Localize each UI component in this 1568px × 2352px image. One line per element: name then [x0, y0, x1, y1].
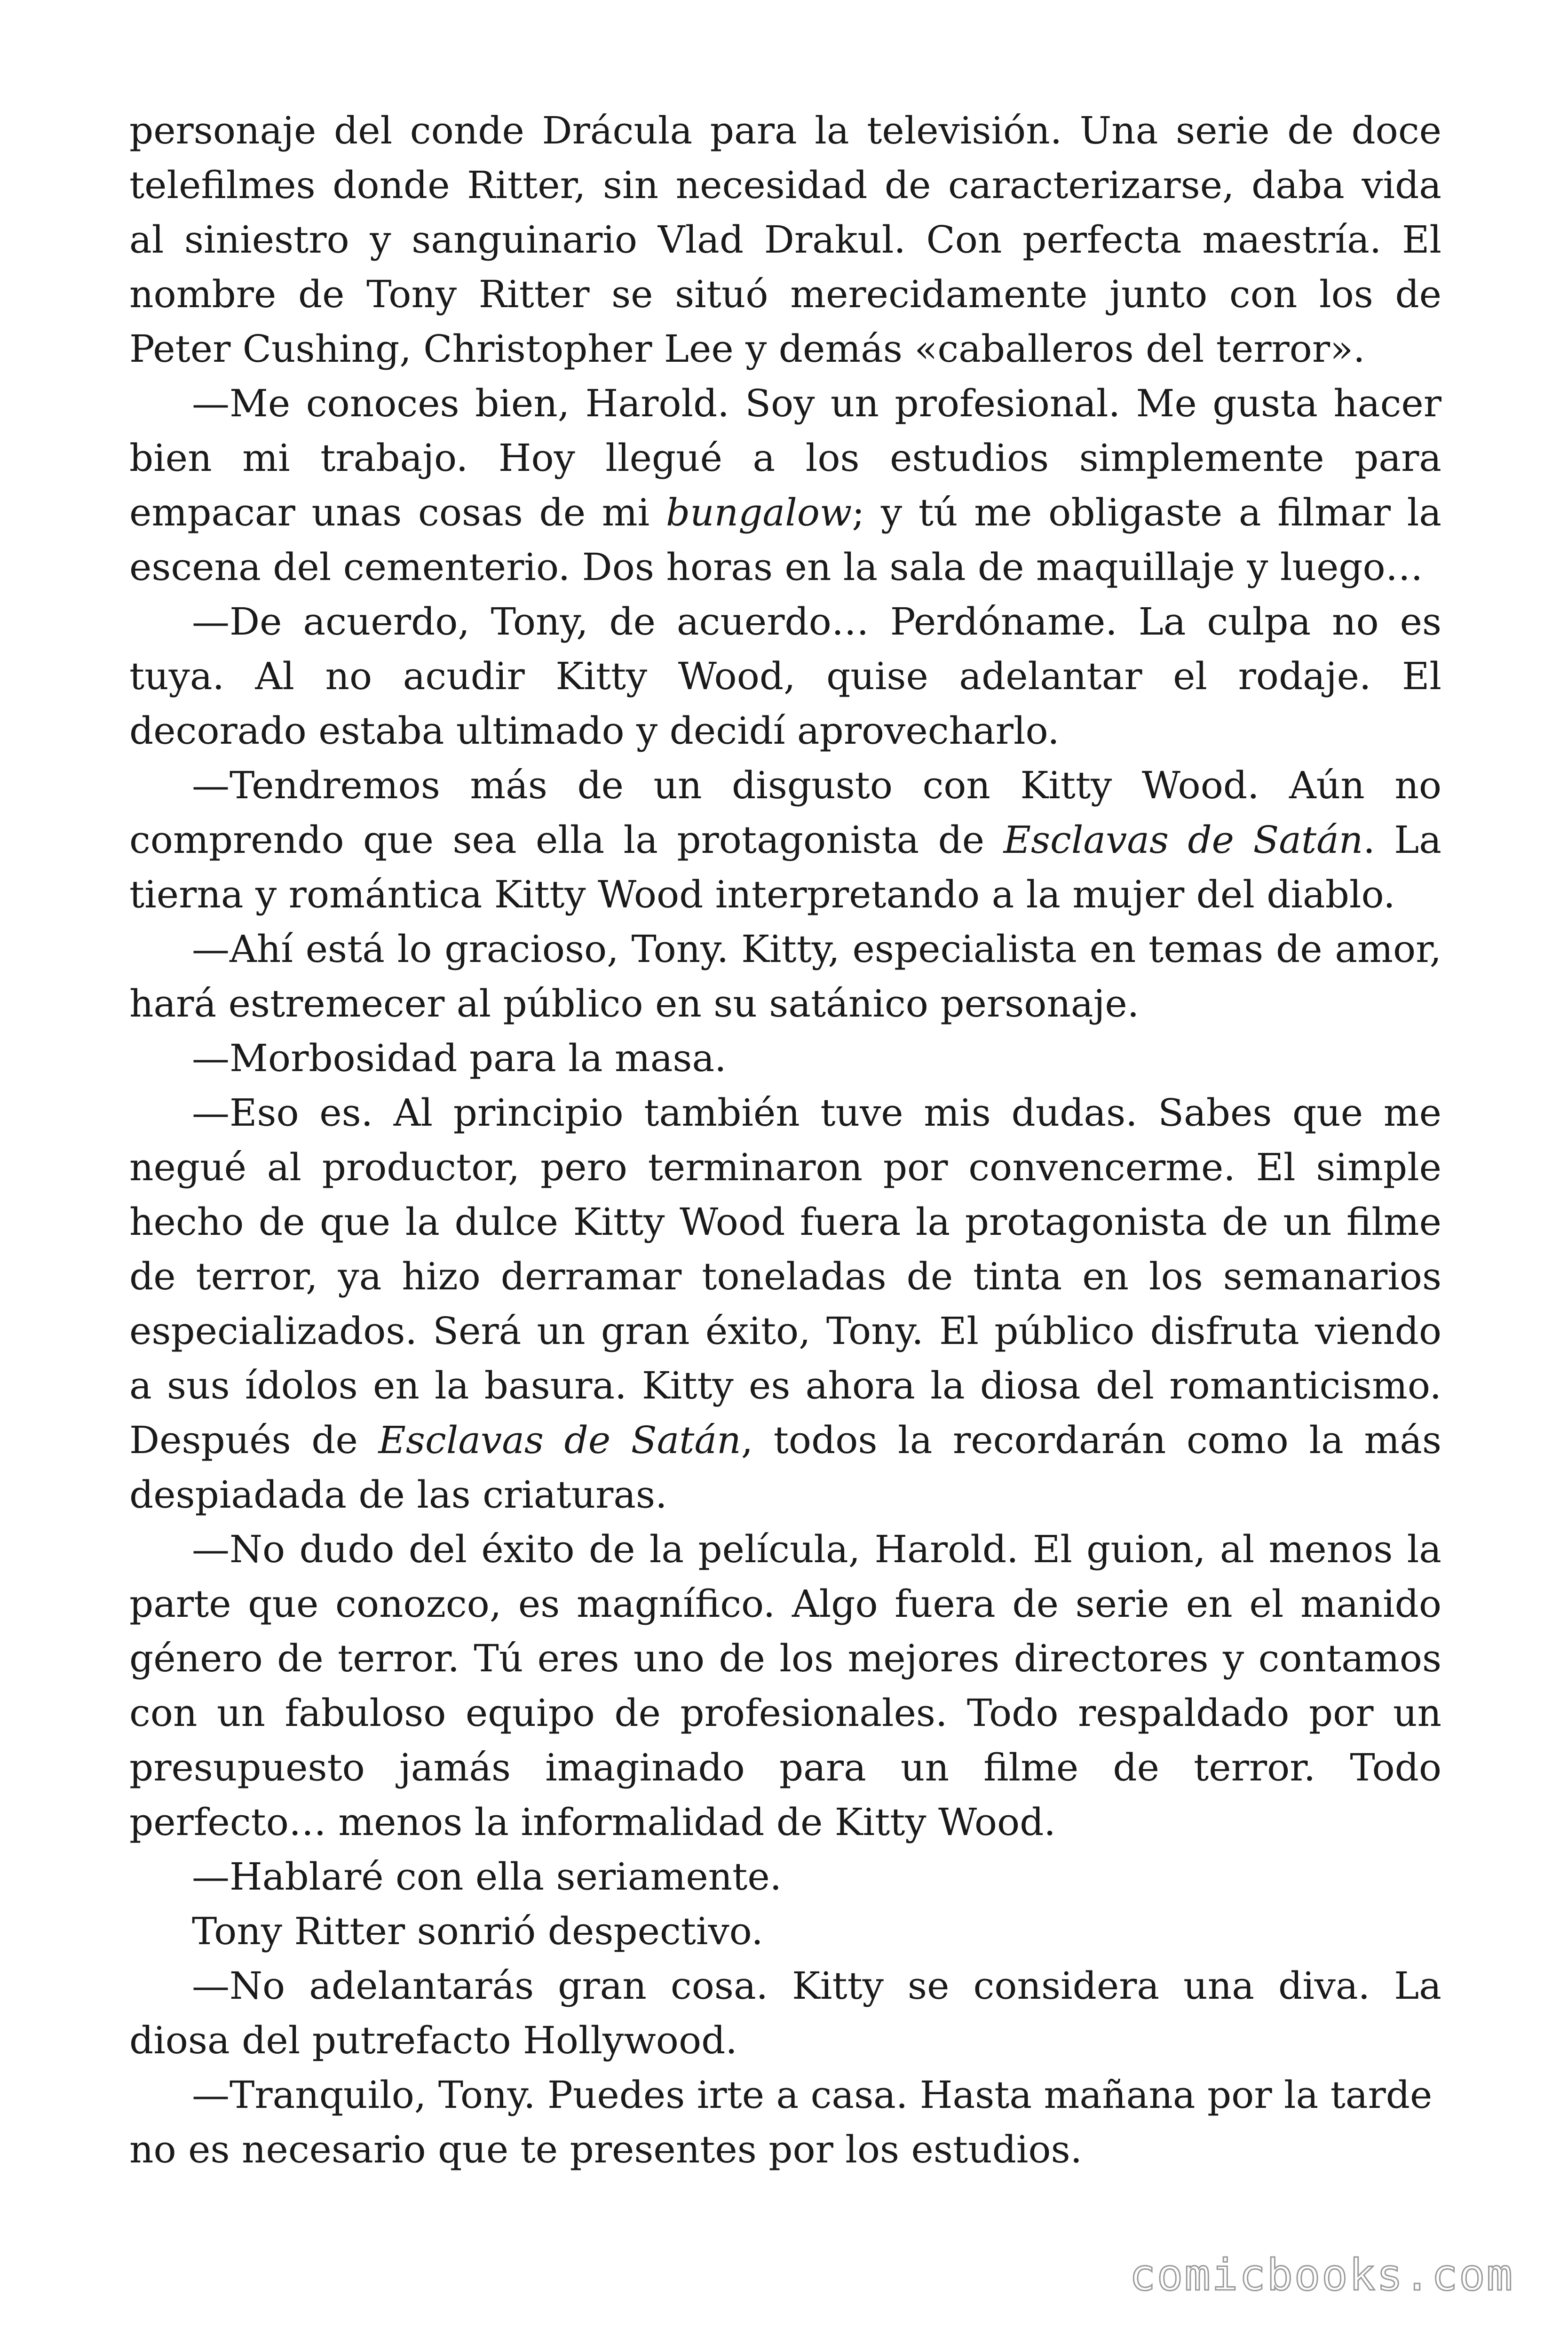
paragraph — [129, 758, 1441, 922]
text-run: Tony Ritter sonrió despectivo. — [192, 1909, 763, 1953]
paragraph — [129, 922, 1441, 1031]
italic-title: Esclavas de Satán — [1003, 818, 1363, 862]
paragraph — [129, 595, 1441, 758]
italic-title: Esclavas de Satán — [378, 1418, 741, 1462]
text-run: —Tendremos más de un disgusto con Kitty Wood. Aún no comprendo que sea ella la protagonista de — [129, 763, 1441, 862]
paragraph — [129, 1522, 1441, 1850]
text-run: —Me conoces bien, Harold. Soy un profesional. Me gusta hacer bien mi trabajo. Hoy llegué a los estudios simplemente para empacar unas cosas de mi — [129, 381, 1441, 534]
paragraph — [129, 2068, 1441, 2177]
page-body — [129, 103, 1441, 2177]
paragraph — [129, 1086, 1441, 1522]
text-run: —Ahí está lo gracioso, Tony. Kitty, especialista en temas de amor, hará estremecer al público en su satánico personaje. — [129, 927, 1441, 1025]
paragraph — [129, 1031, 1441, 1086]
text-run: —Tranquilo, Tony. Puedes irte a casa. Hasta mañana por la tarde no es necesario que te presentes por los estudios. — [129, 2073, 1433, 2171]
text-run: —Eso es. Al principio también tuve mis dudas. Sabes que me negué al productor, pero terminaron por convencerme. El simple hecho de que la dulce Kitty Wood fuera la protagonista de un filme de terror, ya hizo derramar toneladas de tinta en los semanarios especializados. Será un gran éxito, Tony. El público disfruta viendo a sus ídolos en la basura. Kitty es ahora la diosa del romanticismo. Después de — [129, 1091, 1441, 1462]
italic-title: bungalow — [665, 491, 852, 534]
paragraph — [129, 1850, 1441, 1904]
text-run: personaje del conde Drácula para la televisión. Una serie de doce telefilmes donde Ritter, sin necesidad de caracterizarse, daba vida al siniestro y sanguinario Vlad Drakul. Con perfecta maestría. El nombre de Tony Ritter se situó merecidamente junto con los de Peter Cushing, Christopher Lee y demás «caballeros del terror». — [129, 109, 1441, 371]
text-run: —Hablaré con ella seriamente. — [192, 1855, 782, 1899]
text-run: —Morbosidad para la masa. — [192, 1036, 727, 1080]
paragraph — [129, 376, 1441, 595]
paragraph — [129, 1904, 1441, 1959]
paragraph — [129, 1959, 1441, 2068]
text-run: ; y tú me obligaste a filmar la escena del cementerio. Dos horas en la sala de maquillaje y luego… — [129, 491, 1441, 589]
text-run: . La tierna y romántica Kitty Wood interpretando a la mujer del diablo. — [129, 818, 1442, 916]
watermark: comicbooks.com — [1129, 2250, 1514, 2300]
paragraph — [129, 103, 1441, 376]
text-run: —De acuerdo, Tony, de acuerdo… Perdóname. La culpa no es tuya. Al no acudir Kitty Wood, quise adelantar el rodaje. El decorado estaba ultimado y decidí aprovecharlo. — [129, 600, 1441, 753]
text-run: , todos la recordarán como la más despiadada de las criaturas. — [129, 1418, 1442, 1517]
text-run: —No dudo del éxito de la película, Harold. El guion, al menos la parte que conozco, es magnífico. Algo fuera de serie en el manido género de terror. Tú eres uno de los mejores directores y contamos con un fabuloso equipo de profesionales. Todo respaldado por un presupuesto jamás imaginado para un filme de terror. Todo perfecto… menos la informalidad de Kitty Wood. — [129, 1527, 1441, 1844]
text-run: —No adelantarás gran cosa. Kitty se considera una diva. La diosa del putrefacto Hollywood. — [129, 1964, 1441, 2062]
